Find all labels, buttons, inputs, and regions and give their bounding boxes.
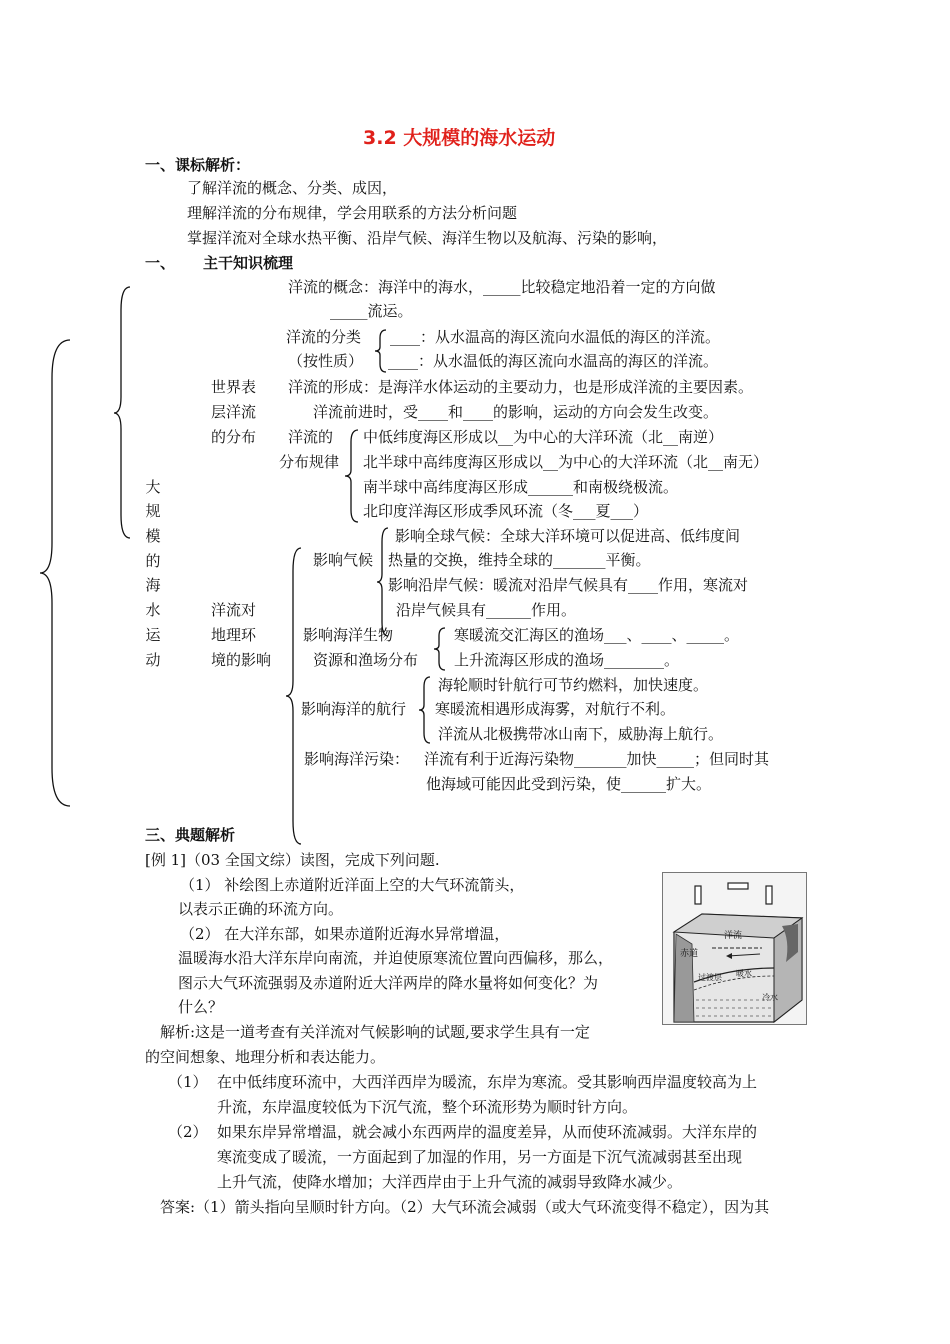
section2-heading: 主干知识梳理 bbox=[203, 254, 294, 272]
bio-line-1: 寒暖流交汇海区的渔场___、____、_____。 bbox=[454, 626, 740, 644]
outer-brace bbox=[38, 338, 74, 808]
distribution-label: 世界表 bbox=[211, 378, 257, 396]
climate-line-3: 影响沿岸气候：暖流对沿岸气候具有____作用，寒流对 bbox=[388, 576, 749, 594]
main-label-char: 大 bbox=[145, 478, 161, 496]
climate-line-4: 沿岸气候具有______作用。 bbox=[396, 601, 577, 619]
classification-label: 洋流的分类 bbox=[286, 328, 362, 346]
rule-label: 洋流的 bbox=[288, 428, 334, 446]
navigation-line-2: 寒暖流相遇形成海雾，对航行不利。 bbox=[435, 700, 676, 718]
effects-brace bbox=[284, 546, 304, 846]
question-1-line-1: （1） 补绘图上赤道附近洋面上空的大气环流箭头， bbox=[180, 876, 525, 894]
answer-1-line-2: 升流，东岸温度较低为下沉气流，整个环流形势为顺时针方向。 bbox=[217, 1098, 638, 1116]
effects-label: 洋流对 bbox=[211, 601, 257, 619]
concept-line-2: _____流运。 bbox=[330, 302, 413, 320]
answer-2-line-1: 如果东岸异常增温，就会减小东西两岸的温度差异，从而使环流减弱。大洋东岸的 bbox=[217, 1123, 758, 1141]
climate-label: 影响气候 bbox=[313, 551, 374, 569]
pollution-line-1: 洋流有利于近海污染物_______加快_____；但同时其 bbox=[424, 750, 770, 768]
distribution-label: 的分布 bbox=[211, 428, 257, 446]
question-2-line-1: （2） 在大洋东部，如果赤道附近海水异常增温， bbox=[180, 925, 510, 943]
navigation-brace bbox=[418, 675, 432, 745]
answer-2-number: （2） bbox=[168, 1123, 208, 1141]
effects-label: 地理环 bbox=[211, 626, 257, 644]
rule-item-3: 南半球中高纬度海区形成______和南极绕极流。 bbox=[363, 478, 679, 496]
main-label-char: 规 bbox=[145, 502, 161, 520]
rule-item-4: 北印度洋海区形成季风环流（冬___夏___） bbox=[363, 502, 649, 520]
main-label-char: 的 bbox=[145, 552, 161, 570]
formation-line: 洋流的形成：是海洋水体运动的主要动力，也是形成洋流的主要因素。 bbox=[288, 378, 754, 396]
answer-1-number: （1） bbox=[168, 1073, 208, 1091]
main-label-char: 水 bbox=[145, 601, 161, 619]
ocean-circulation-figure bbox=[662, 872, 807, 1025]
distribution-label: 层洋流 bbox=[211, 403, 257, 421]
navigation-label: 影响海洋的航行 bbox=[301, 700, 407, 718]
fig-label-warm: 暖水 bbox=[736, 969, 752, 978]
section1-line-1: 了解洋流的概念、分类、成因， bbox=[187, 179, 398, 197]
effects-label: 境的影响 bbox=[211, 651, 272, 669]
analysis-line-1: 解析:这是一道考查有关洋流对气候影响的试题,要求学生具有一定 bbox=[160, 1023, 590, 1041]
classification-item-1: ____：从水温高的海区流向水温低的海区的洋流。 bbox=[390, 328, 721, 346]
section1-line-2: 理解洋流的分布规律，学会用联系的方法分析问题 bbox=[187, 204, 518, 222]
classification-sub-label: （按性质） bbox=[288, 352, 364, 370]
bio-line-2: 上升流海区形成的渔场________。 bbox=[454, 651, 680, 669]
fig-label-cold: 冷水 bbox=[762, 993, 778, 1002]
fig-label-ocean: 洋流 bbox=[724, 931, 743, 941]
main-label-char: 运 bbox=[145, 626, 161, 644]
classification-brace bbox=[374, 328, 388, 374]
section1-heading: 一、课标解析： bbox=[145, 156, 251, 174]
fig-label-transition: 过渡层 bbox=[698, 973, 722, 982]
question-2-line-3: 图示大气环流强弱及赤道附近大洋两岸的降水量将如何变化？为 bbox=[178, 974, 599, 992]
pollution-label: 影响海洋污染： bbox=[304, 750, 410, 768]
rule-brace bbox=[344, 428, 360, 524]
question-2-line-4: 什么？ bbox=[178, 998, 224, 1016]
main-label-char: 模 bbox=[145, 527, 161, 545]
answer-2-line-3: 上升气流，使降水增加；大洋西岸由于上升气流的减弱导致降水减少。 bbox=[217, 1173, 683, 1191]
rule-item-2: 北半球中高纬度海区形成以__为中心的大洋环流（北__南无） bbox=[363, 453, 769, 471]
bio-label: 影响海洋生物 bbox=[303, 626, 394, 644]
bio-label: 资源和渔场分布 bbox=[313, 651, 419, 669]
main-label-char: 动 bbox=[145, 651, 161, 669]
example-1: [例 1]（03 全国文综）读图，完成下列问题. bbox=[145, 851, 440, 869]
main-label-char: 海 bbox=[145, 576, 161, 594]
question-2-line-2: 温暖海水沿大洋东岸向南流，并迫使原寒流位置向西偏移，那么， bbox=[178, 949, 614, 967]
pollution-line-2: 他海域可能因此受到污染，使______扩大。 bbox=[426, 775, 712, 793]
navigation-line-1: 海轮顺时针航行可节约燃料，加快速度。 bbox=[438, 676, 709, 694]
fig-label-equator: 赤道 bbox=[680, 949, 699, 959]
answer-1-line-1: 在中低纬度环流中，大西洋西岸为暖流，东岸为寒流。受其影响西岸温度较高为上 bbox=[217, 1073, 758, 1091]
question-1-line-2: 以表示正确的环流方向。 bbox=[178, 900, 344, 918]
climate-line-1: 影响全球气候：全球大洋环境可以促进高、低纬度间 bbox=[395, 527, 741, 545]
section3-heading: 三、典题解析 bbox=[145, 826, 236, 844]
answer-2-line-2: 寒流变成了暖流，一方面起到了加湿的作用，另一方面是下沉气流减弱甚至出现 bbox=[217, 1148, 743, 1166]
classification-item-2: ____：从水温低的海区流向水温高的海区的洋流。 bbox=[388, 352, 719, 370]
distribution-brace bbox=[112, 285, 134, 540]
bio-brace bbox=[433, 626, 447, 672]
concept-line-1: 洋流的概念：海洋中的海水，_____比较稳定地沿着一定的方向做 bbox=[288, 278, 716, 296]
deflection-line: 洋流前进时，受____和____的影响，运动的方向会发生改变。 bbox=[313, 403, 719, 421]
section2-number: 一、 bbox=[145, 254, 176, 272]
answer-line: 答案:（1）箭头指向呈顺时针方向。（2）大气环流会减弱（或大气环流变得不稳定），因为其 bbox=[160, 1198, 770, 1216]
rule-item-1: 中低纬度海区形成以__为中心的大洋环流（北__南逆） bbox=[363, 428, 724, 446]
analysis-line-2: 的空间想象、地理分析和表达能力。 bbox=[145, 1048, 386, 1066]
page-title: 3.2 大规模的海水运动 bbox=[363, 127, 556, 149]
navigation-line-3: 洋流从北极携带冰山南下，威胁海上航行。 bbox=[438, 725, 724, 743]
section1-line-3: 掌握洋流对全球水热平衡、沿岸气候、海洋生物以及航海、污染的影响， bbox=[187, 229, 668, 247]
rule-label: 分布规律 bbox=[279, 453, 340, 471]
climate-line-2: 热量的交换，维持全球的_______平衡。 bbox=[388, 551, 651, 569]
